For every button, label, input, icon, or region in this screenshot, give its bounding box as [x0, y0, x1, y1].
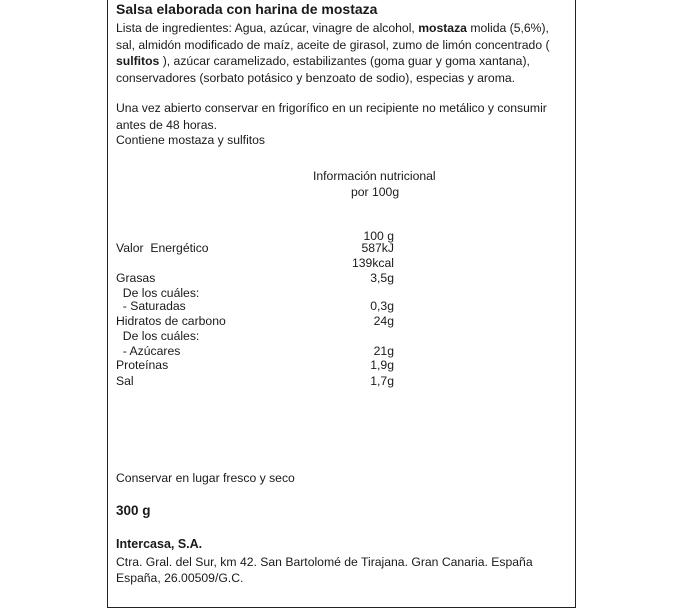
- nutrition-row-label: - Saturadas: [116, 299, 186, 313]
- nutrition-column-header: 100 g: [363, 229, 394, 243]
- storage-instructions: Conservar en lugar fresco y seco: [116, 471, 295, 485]
- nutrition-row-label: Proteínas: [116, 358, 169, 372]
- nutrition-row-value: 21g: [373, 344, 394, 358]
- ingredients-mid: molida (5,6%), sal, almidón modificado de maíz, aceite de girasol, zumo de limón concentrado (: [116, 21, 550, 52]
- nutrition-row-label: - Azúcares: [116, 344, 181, 358]
- nutrition-row-label: Grasas: [116, 271, 156, 285]
- nutrition-row-value: 0,3g: [370, 299, 394, 313]
- nutrition-subheading: por 100g: [351, 185, 400, 199]
- nutrition-row-value: 24g: [373, 314, 394, 328]
- nutrition-row-value: 139kcal: [351, 256, 394, 270]
- ingredients-prefix: Lista de ingredientes: Agua, azúcar, vinagre de alcohol,: [116, 21, 419, 35]
- storage-after-opening: Una vez abierto conservar en frigorífico en un recipiente no metálico y consumir antes de 48 horas.: [116, 101, 547, 132]
- nutrition-row-label: Sal: [116, 374, 134, 388]
- allergens-statement: Contiene mostaza y sulfitos: [116, 133, 266, 147]
- nutrition-row-value: 1,9g: [370, 358, 394, 372]
- nutrition-row-label: De los cuáles:: [116, 286, 200, 300]
- ingredients-suffix: ), azúcar caramelizado, estabilizantes (goma guar y goma xantana), conservadores (sorbato potásico y benzoato de sodio), especias y aroma.: [116, 54, 530, 85]
- ingredients-list: [116, 20, 571, 86]
- nutrition-heading: Información nutricional: [313, 169, 436, 183]
- allergen-sulphites: sulfitos: [116, 54, 160, 68]
- company-name: Intercasa, S.A.: [116, 537, 203, 551]
- allergen-mustard: mostaza: [418, 21, 467, 35]
- product-title: Salsa elaborada con harina de mostaza: [116, 1, 378, 17]
- nutrition-row-value: 3,5g: [370, 271, 394, 285]
- nutrition-row-value: 587kJ: [361, 241, 394, 255]
- nutrition-row-label: De los cuáles:: [116, 329, 200, 343]
- registry-number: España, 26.00509/G.C.: [116, 571, 244, 585]
- company-address: Ctra. Gral. del Sur, km 42. San Bartolomé de Tirajana. Gran Canaria. España: [116, 555, 533, 569]
- nutrition-row-value: 1,7g: [370, 374, 394, 388]
- nutrition-row-label: Hidratos de carbono: [116, 314, 226, 328]
- nutrition-row-label: Valor Energético: [116, 241, 209, 255]
- net-weight: 300 g: [116, 503, 151, 518]
